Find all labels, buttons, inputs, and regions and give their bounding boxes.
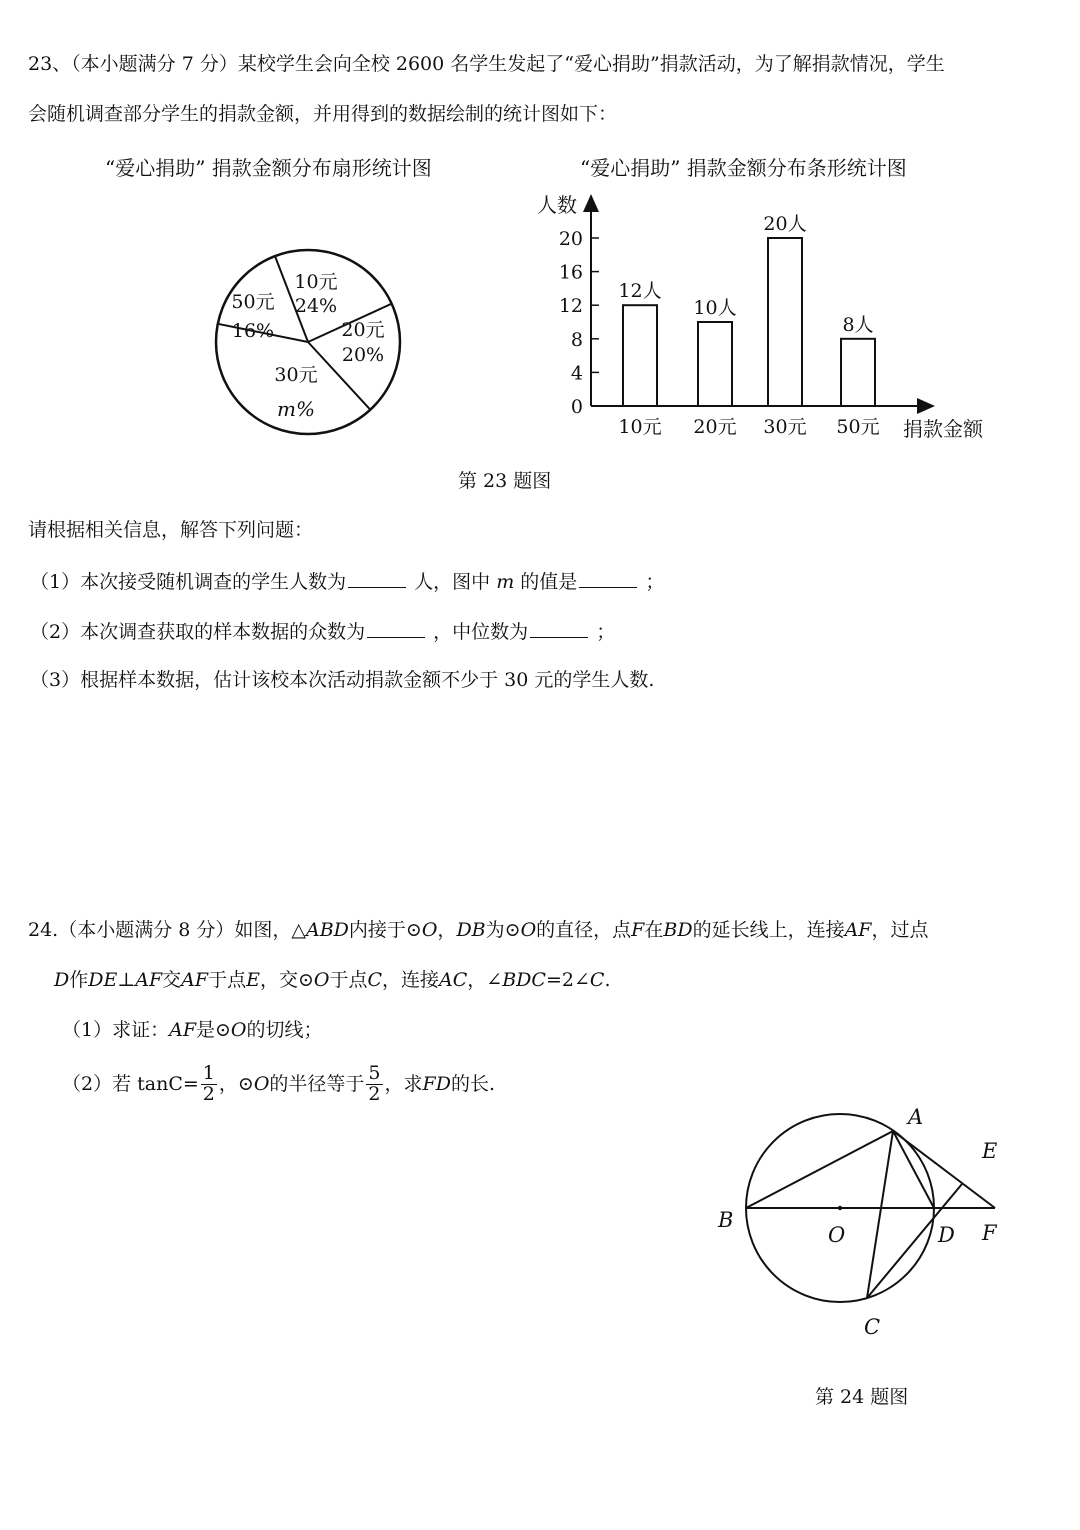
var-d: D — [54, 969, 70, 991]
geometry-figure — [712, 1100, 1032, 1350]
y-tick-label-12: 12 — [558, 295, 583, 318]
text: （1）求证： — [62, 1019, 170, 1041]
bar-50 — [841, 339, 875, 406]
var-bd: BD — [663, 919, 693, 941]
label-d: D — [938, 1223, 955, 1247]
label-c: C — [864, 1315, 881, 1339]
text: . — [604, 969, 611, 991]
segment-ab — [746, 1131, 893, 1208]
pie-label-50: 50元 — [231, 291, 275, 313]
text: 的长. — [450, 1073, 495, 1096]
y-axis-label: 人数 — [537, 193, 577, 217]
x-tick-label-30: 30元 — [763, 416, 807, 438]
q23-part2-text-b: ，中位数为 — [433, 621, 529, 643]
text: ，求 — [384, 1073, 423, 1096]
var-af: AF — [181, 969, 209, 991]
text: 于点 — [329, 969, 368, 991]
var-af: AF — [169, 1019, 196, 1041]
var-e: E — [246, 969, 260, 991]
q23-part2-text-a: （2）本次调查获取的样本数据的众数为 — [30, 621, 366, 643]
y-tick-label-20: 20 — [558, 228, 583, 250]
text: =2∠ — [545, 969, 590, 991]
text: ，过点 — [871, 919, 929, 941]
q24-stem-line1 — [28, 921, 929, 940]
text: （2）若 tanC= — [62, 1073, 199, 1096]
y-tick-label-0: 0 — [570, 396, 583, 418]
q24-part2 — [62, 1064, 495, 1105]
var-o: O — [421, 919, 438, 941]
text: 为⊙ — [485, 919, 521, 941]
q23-part3: （3）根据样本数据，估计该校本次活动捐款金额不少于 30 元的学生人数. — [30, 669, 655, 691]
q23-part1-text-c: 的值是 — [520, 571, 578, 593]
denominator: 2 — [202, 1082, 215, 1105]
pie-value-30: m% — [277, 397, 315, 421]
text: 的切线； — [246, 1019, 323, 1041]
bar-data-label-30: 20人 — [763, 213, 807, 235]
y-tick-label-8: 8 — [570, 328, 583, 351]
text: ，⊙ — [218, 1073, 254, 1096]
var-c: C — [367, 969, 383, 991]
text: 的延长线上，连接 — [692, 919, 845, 941]
pie-chart — [208, 248, 408, 448]
bar-data-label-20: 10人 — [693, 297, 737, 319]
y-tick-label-4: 4 — [570, 362, 583, 385]
pie-value-50: 16% — [231, 320, 275, 342]
q23-part1-text-a: （1）本次接受随机调查的学生人数为 — [30, 571, 347, 593]
pie-value-20: 20% — [341, 344, 385, 366]
q23-part2 — [30, 621, 615, 642]
text: 是⊙ — [196, 1019, 231, 1041]
var-db: DB — [456, 919, 486, 941]
q24-figure-caption: 第 24 题图 — [815, 1386, 909, 1408]
var-f: F — [631, 919, 645, 941]
q23-part1-var-m: m — [496, 571, 515, 593]
q24-stem-line2 — [54, 971, 610, 990]
text: 内接于⊙ — [348, 919, 422, 941]
label-b: B — [718, 1208, 734, 1232]
var-abd: ABD — [306, 919, 349, 941]
pie-label-30: 30元 — [274, 364, 318, 386]
q23-part2-end: ； — [596, 621, 616, 643]
x-axis-label: 捐款金额 — [903, 417, 983, 441]
x-tick-label-20: 20元 — [693, 416, 737, 438]
label-a: A — [908, 1105, 924, 1129]
answer-blank-median[interactable] — [530, 621, 588, 638]
var-bdc: BDC — [502, 969, 546, 991]
bar-data-label-50: 8人 — [842, 313, 874, 336]
var-o: O — [520, 919, 537, 941]
q23-part1-text-b: 人，图中 — [414, 571, 491, 593]
text: 作 — [69, 969, 89, 991]
q23-part1 — [30, 571, 664, 592]
pie-value-10: 24% — [294, 295, 338, 317]
bar-20 — [698, 322, 732, 406]
x-tick-label-10: 10元 — [618, 416, 662, 438]
label-f: F — [982, 1221, 997, 1245]
answer-blank-mode[interactable] — [367, 621, 425, 638]
fraction-five-halves — [366, 1064, 382, 1105]
q24-part1 — [62, 1021, 323, 1040]
text: 交 — [162, 969, 182, 991]
bar-chart-title: “爱心捐助” 捐款金额分布条形统计图 — [580, 156, 907, 180]
var-o: O — [230, 1019, 247, 1041]
numerator: 5 — [368, 1062, 381, 1084]
y-tick-label-16: 16 — [558, 261, 583, 284]
pie-label-20: 20元 — [341, 319, 385, 341]
var-ac: AC — [439, 969, 468, 991]
bar-chart — [535, 188, 995, 448]
q23-figure-caption: 第 23 题图 — [458, 470, 552, 492]
var-c: C — [589, 969, 605, 991]
denominator: 2 — [368, 1082, 381, 1105]
segment-af — [893, 1131, 998, 1208]
q23-part1-end: ； — [645, 571, 665, 593]
text: 在 — [644, 919, 664, 941]
var-o: O — [253, 1073, 270, 1096]
text: 24.（本小题满分 8 分）如图，△ — [28, 919, 306, 941]
pie-chart-title: “爱心捐助” 捐款金额分布扇形统计图 — [105, 156, 432, 180]
pie-label-10: 10元 — [294, 271, 338, 293]
text: ，交⊙ — [259, 969, 314, 991]
text: 于点 — [208, 969, 247, 991]
answer-blank-m[interactable] — [579, 571, 637, 588]
numerator: 1 — [202, 1062, 215, 1084]
text: ，连接 — [382, 969, 440, 991]
segment-ad — [893, 1131, 934, 1208]
q23-stem-line2: 会随机调查部分学生的捐款金额，并用得到的数据绘制的统计图如下： — [28, 103, 618, 125]
point-o-dot — [838, 1206, 842, 1210]
label-e: E — [982, 1139, 998, 1163]
answer-blank-count[interactable] — [348, 571, 406, 588]
var-o: O — [313, 969, 330, 991]
bar-10 — [623, 305, 657, 406]
text: 的直径，点 — [536, 919, 632, 941]
text: ， — [437, 919, 457, 941]
text: ，∠ — [467, 969, 503, 991]
var-fd: FD — [422, 1073, 451, 1096]
x-tick-label-50: 50元 — [836, 416, 880, 438]
bar-30 — [768, 238, 802, 406]
bar-data-label-10: 12人 — [618, 280, 662, 303]
q23-stem-line1: 23、（本小题满分 7 分）某校学生会向全校 2600 名学生发起了“爱心捐助”捐款活动，为了解捐款情况，学生 — [28, 53, 945, 75]
q23-prompt: 请根据相关信息，解答下列问题： — [28, 519, 314, 541]
text: 的半径等于 — [269, 1073, 365, 1096]
label-o: O — [828, 1223, 846, 1247]
fraction-one-half — [201, 1064, 217, 1105]
var-de-perp-af: DE⊥AF — [88, 969, 163, 991]
var-af: AF — [844, 919, 872, 941]
